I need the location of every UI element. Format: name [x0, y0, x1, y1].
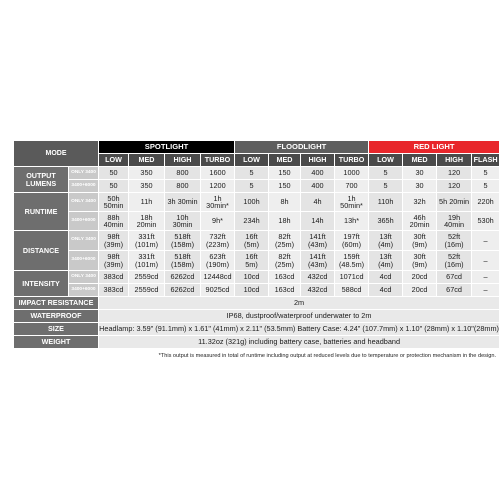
table-cell: 4cd [369, 271, 403, 284]
table-cell: 234h [235, 212, 269, 231]
table-cell: 432cd [301, 284, 335, 297]
table-cell: 18h [269, 212, 301, 231]
spec-label: WATERPROOF [14, 310, 99, 323]
table-cell: 1600 [201, 167, 235, 180]
table-cell: 5 [235, 180, 269, 193]
level-header: MED [269, 154, 301, 167]
table-row [14, 231, 500, 251]
table-cell: 32h [403, 193, 437, 212]
battery-config-label: ONLY 3400 [69, 231, 99, 251]
battery-config-label: 3400+6000 [69, 251, 99, 271]
table-cell: 588cd [335, 284, 369, 297]
table-cell: 5h 20min [437, 193, 472, 212]
spec-row [14, 323, 500, 336]
table-cell: 5 [235, 167, 269, 180]
table-cell: 732ft (223m) [201, 231, 235, 251]
battery-config-label: 3400+6000 [69, 284, 99, 297]
table-cell: 365h [369, 212, 403, 231]
table-cell: 30 [403, 167, 437, 180]
level-header: TURBO [201, 154, 235, 167]
level-header: FLASH [472, 154, 500, 167]
table-cell: 5 [369, 180, 403, 193]
row-label: DISTANCE [14, 231, 69, 271]
table-cell: 10cd [235, 284, 269, 297]
table-cell: 6262cd [165, 284, 201, 297]
table-cell: 88h 40min [99, 212, 129, 231]
spec-value: IP68, dustproof/waterproof underwater to 2m [99, 310, 500, 323]
table-cell: 67cd [437, 284, 472, 297]
table-cell: 30 [403, 180, 437, 193]
table-cell: 5 [472, 180, 500, 193]
table-cell: 150 [269, 180, 301, 193]
table-cell: 5 [369, 167, 403, 180]
table-cell: 120 [437, 180, 472, 193]
table-cell: 67cd [437, 271, 472, 284]
table-cell: 400 [301, 180, 335, 193]
table-cell: 700 [335, 180, 369, 193]
table-cell: 9h* [201, 212, 235, 231]
table-cell: 52ft (16m) [437, 231, 472, 251]
table-cell: 1200 [201, 180, 235, 193]
row-label: RUNTIME [14, 193, 69, 231]
table-cell: 150 [269, 167, 301, 180]
table-cell: 141ft (43m) [301, 231, 335, 251]
level-header: MED [129, 154, 165, 167]
level-header: TURBO [335, 154, 369, 167]
table-cell: 2559cd [129, 284, 165, 297]
table-cell: 1h 30min* [201, 193, 235, 212]
table-cell: 383cd [99, 271, 129, 284]
table-cell: 163cd [269, 284, 301, 297]
table-cell: 110h [369, 193, 403, 212]
mode-header: MODE [14, 141, 99, 167]
table-cell: 9025cd [201, 284, 235, 297]
table-cell: 163cd [269, 271, 301, 284]
table-cell: 12448cd [201, 271, 235, 284]
table-cell: 98ft (39m) [99, 231, 129, 251]
battery-config-label: 3400+6000 [69, 180, 99, 193]
table-cell: 1h 50min* [335, 193, 369, 212]
level-header: HIGH [301, 154, 335, 167]
table-cell: – [472, 271, 500, 284]
table-cell: 11h [129, 193, 165, 212]
table-cell: 141ft (43m) [301, 251, 335, 271]
table-cell: 14h [301, 212, 335, 231]
battery-config-label: ONLY 3400 [69, 271, 99, 284]
table-cell: 1071cd [335, 271, 369, 284]
table-cell: 331ft (101m) [129, 231, 165, 251]
level-header: MED [403, 154, 437, 167]
table-row [14, 193, 500, 212]
table-cell: 4cd [369, 284, 403, 297]
table-row [14, 251, 500, 271]
spec-label: WEIGHT [14, 336, 99, 349]
table-cell: 331ft (101m) [129, 251, 165, 271]
table-row [14, 271, 500, 284]
table-cell: 20cd [403, 284, 437, 297]
table-cell: 30ft (9m) [403, 231, 437, 251]
level-header: HIGH [165, 154, 201, 167]
table-cell: 50 [99, 167, 129, 180]
group-red-light: RED LIGHT [369, 141, 500, 154]
table-cell: 383cd [99, 284, 129, 297]
spec-label: IMPACT RESISTANCE [14, 297, 99, 310]
table-cell: 13h* [335, 212, 369, 231]
table-cell: 220h [472, 193, 500, 212]
spec-table-container [14, 141, 500, 359]
table-cell: 6262cd [165, 271, 201, 284]
table-cell: 13ft (4m) [369, 251, 403, 271]
battery-config-label: 3400+6000 [69, 212, 99, 231]
table-cell: 400 [301, 167, 335, 180]
table-cell: 2559cd [129, 271, 165, 284]
group-spotlight: SPOTLIGHT [99, 141, 235, 154]
level-header: LOW [99, 154, 129, 167]
table-cell: – [472, 284, 500, 297]
table-cell: 4h [301, 193, 335, 212]
table-cell: 530h [472, 212, 500, 231]
table-row [14, 284, 500, 297]
table-cell: 120 [437, 167, 472, 180]
battery-config-label: ONLY 3400 [69, 193, 99, 212]
table-cell: 82ft (25m) [269, 231, 301, 251]
table-cell: 100h [235, 193, 269, 212]
table-cell: 13ft (4m) [369, 231, 403, 251]
spec-value: Headlamp: 3.59" (91.1mm) x 1.61" (41mm) x 2.11" (53.5mm) Battery Case: 4.24" (107.7mm) x 1.10" (28mm) x 1.10"(28mm) [99, 323, 500, 336]
spec-row [14, 336, 500, 349]
table-cell: 3h 30min [165, 193, 201, 212]
table-cell: 518ft (158m) [165, 251, 201, 271]
table-cell: 800 [165, 180, 201, 193]
table-cell: 82ft (25m) [269, 251, 301, 271]
footnote: *This output is measured in total of runtime including output at reduced levels due to temperature or protection mechanism in the design. [158, 353, 496, 359]
spec-table [14, 141, 500, 349]
table-cell: 800 [165, 167, 201, 180]
table-cell: 30ft (9m) [403, 251, 437, 271]
table-cell: 159ft (48.5m) [335, 251, 369, 271]
spec-row [14, 310, 500, 323]
table-cell: 98ft (39m) [99, 251, 129, 271]
table-cell: 52ft (16m) [437, 251, 472, 271]
table-cell: 8h [269, 193, 301, 212]
table-cell: 18h 20min [129, 212, 165, 231]
spec-label: SIZE [14, 323, 99, 336]
group-floodlight: FLOODLIGHT [235, 141, 369, 154]
table-cell: 350 [129, 180, 165, 193]
table-cell: 16ft (5m) [235, 231, 269, 251]
level-header: LOW [235, 154, 269, 167]
table-cell: 350 [129, 167, 165, 180]
level-header: HIGH [437, 154, 472, 167]
table-cell: 5 [472, 167, 500, 180]
table-cell: 16ft 5m) [235, 251, 269, 271]
table-cell: 623ft (190m) [201, 251, 235, 271]
level-header: LOW [369, 154, 403, 167]
table-row [14, 180, 500, 193]
table-cell: 10cd [235, 271, 269, 284]
table-cell: 432cd [301, 271, 335, 284]
table-cell: 1000 [335, 167, 369, 180]
table-cell: 19h 40min [437, 212, 472, 231]
row-label: OUTPUT LUMENS [14, 167, 69, 193]
spec-row [14, 297, 500, 310]
table-cell: – [472, 251, 500, 271]
table-cell: 20cd [403, 271, 437, 284]
row-label: INTENSITY [14, 271, 69, 297]
table-cell: 197ft (60m) [335, 231, 369, 251]
spec-value: 2m [99, 297, 500, 310]
spec-value: 11.32oz (321g) including battery case, batteries and headband [99, 336, 500, 349]
table-row [14, 167, 500, 180]
table-cell: 518ft (158m) [165, 231, 201, 251]
table-cell: 46h 20min [403, 212, 437, 231]
table-row [14, 212, 500, 231]
table-cell: – [472, 231, 500, 251]
table-cell: 10h 30min [165, 212, 201, 231]
battery-config-label: ONLY 3400 [69, 167, 99, 180]
table-cell: 50h 50min [99, 193, 129, 212]
table-cell: 50 [99, 180, 129, 193]
